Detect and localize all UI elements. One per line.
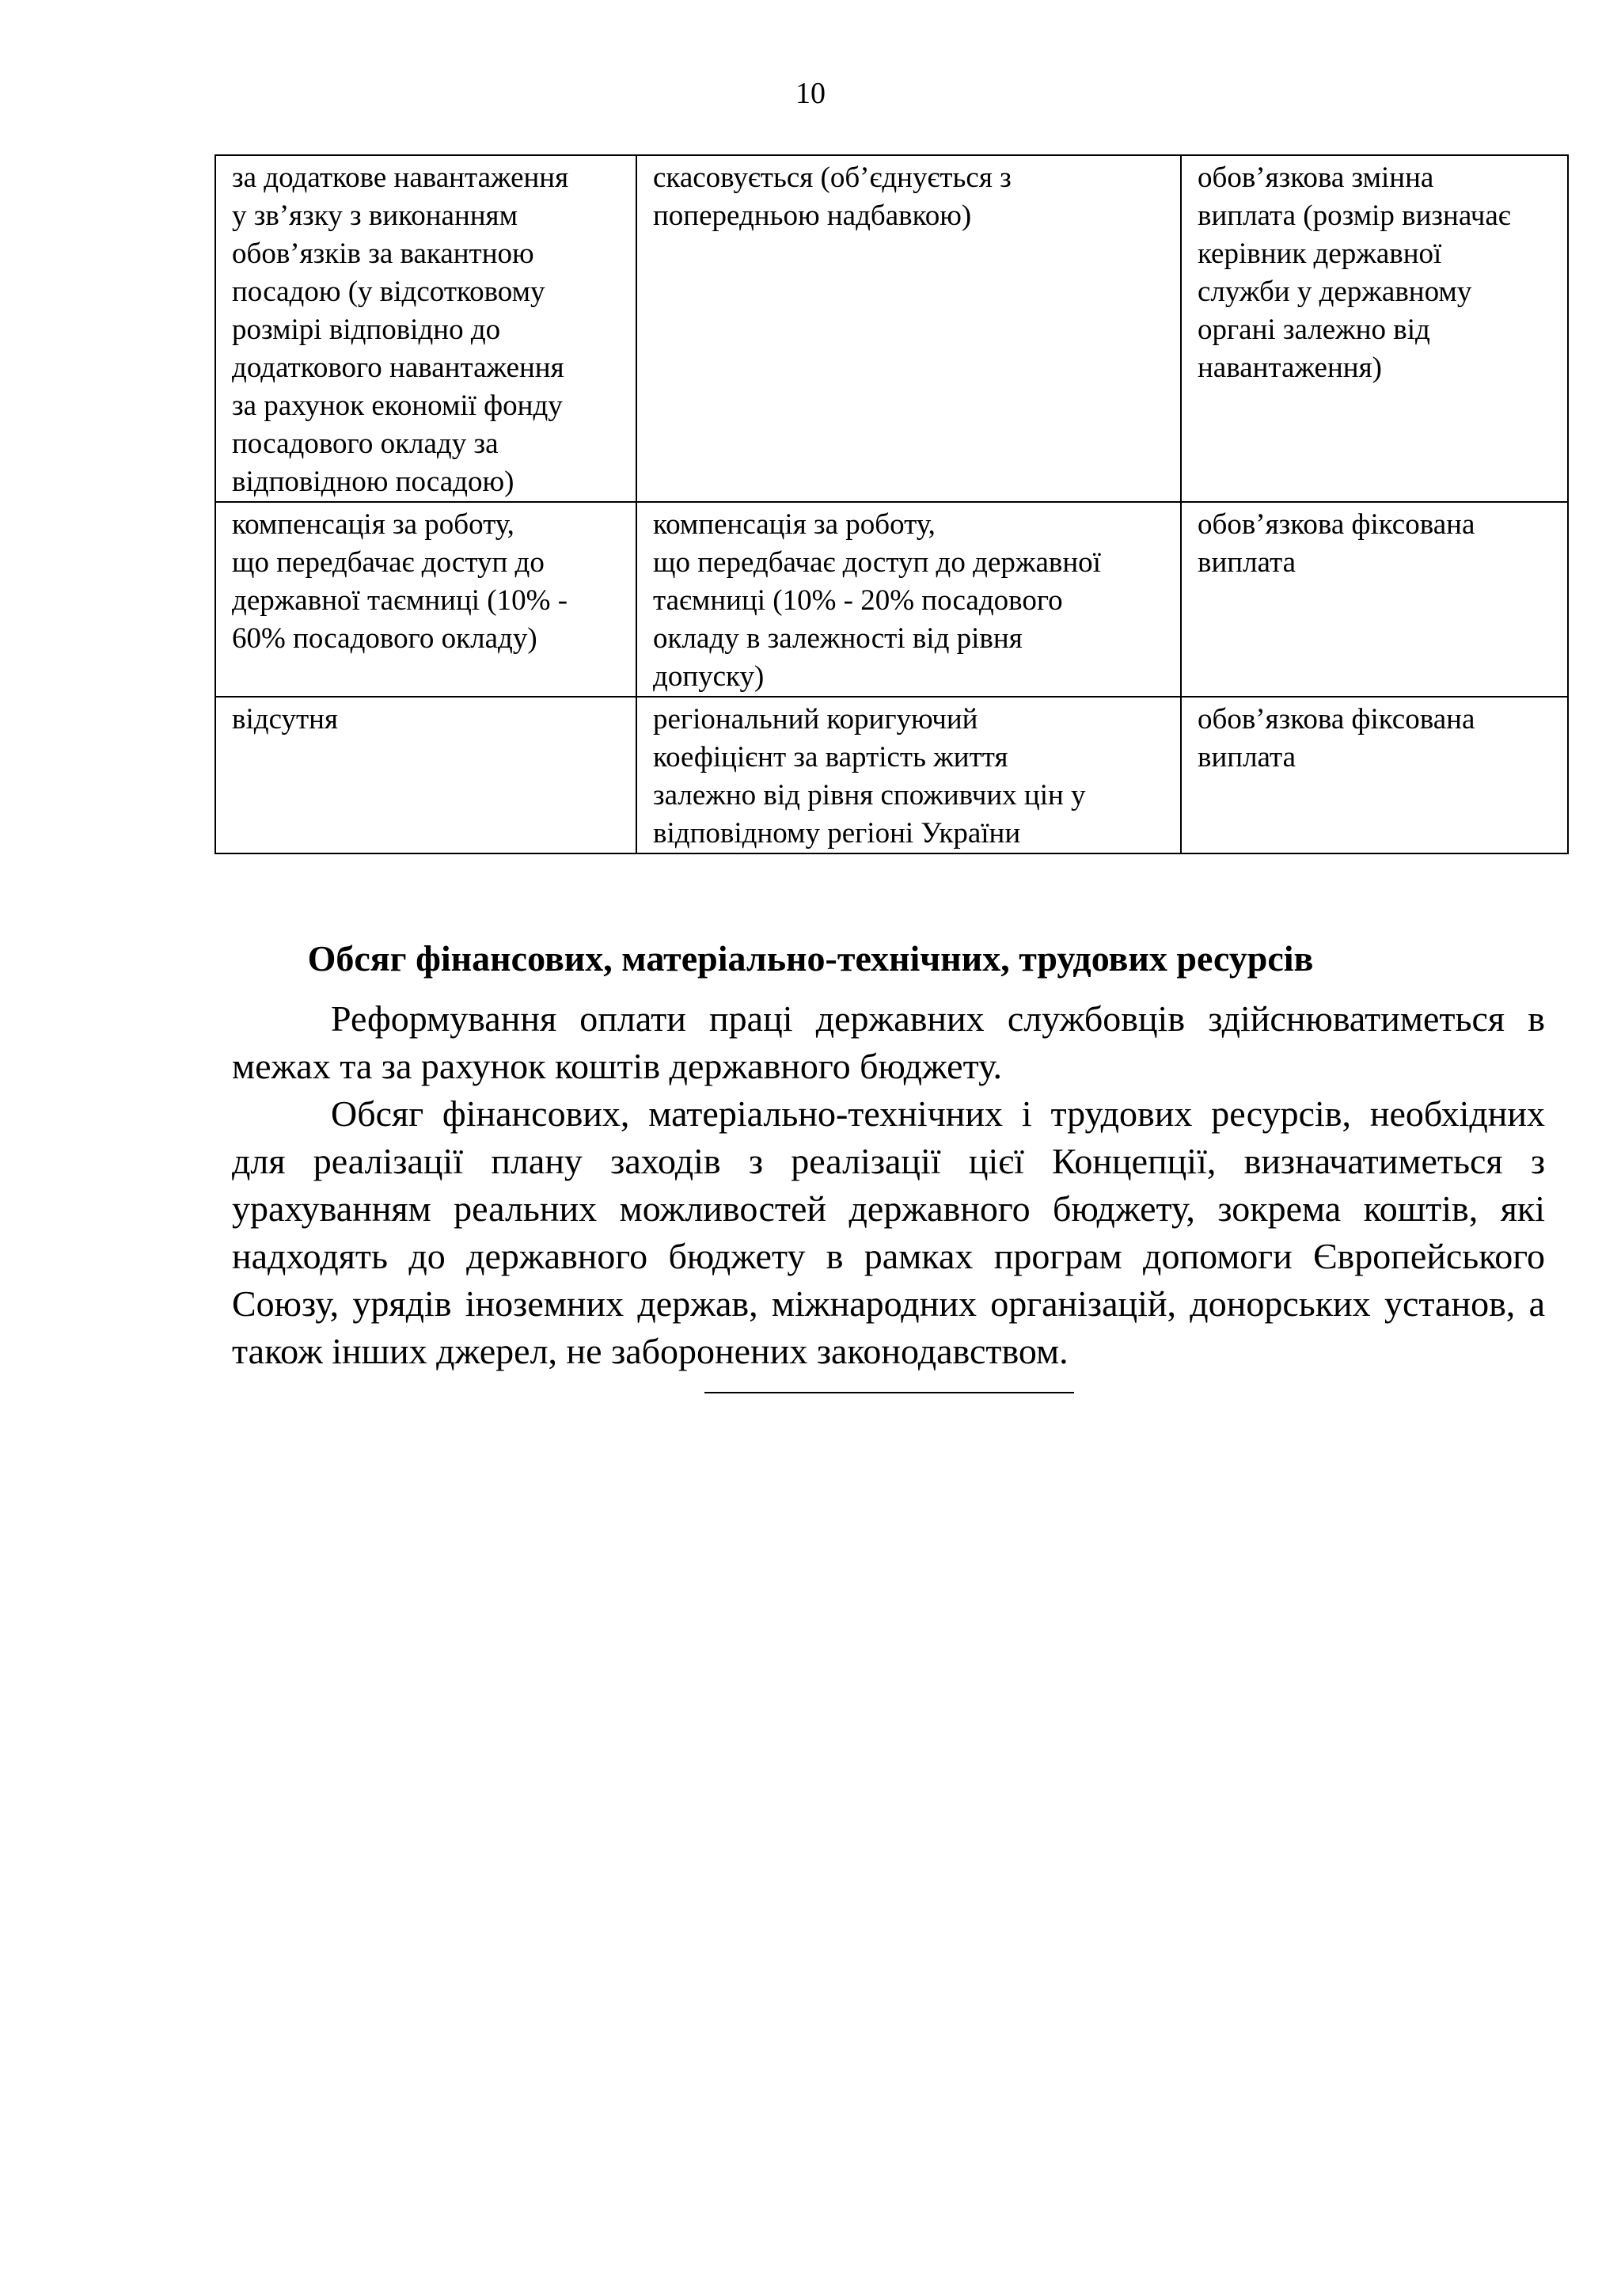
table-cell-current: компенсація за роботу, що передбачає доступ до державної таємниці (10% - 60% посадового окладу): [215, 502, 636, 697]
table-cell-status: обов’язкова фіксована виплата: [1181, 502, 1568, 697]
table-cell-proposed: регіональний коригуючий коефіцієнт за вартість життя залежно від рівня споживчих цін у відповідному регіоні України: [636, 697, 1181, 853]
table-row: [215, 697, 1568, 853]
end-divider: [704, 1392, 1074, 1393]
table-cell-current: відсутня: [215, 697, 636, 853]
body-paragraph: Реформування оплати праці державних службовців здійснюватиметься в межах та за рахунок коштів державного бюджету.: [232, 998, 1545, 1086]
table-cell-proposed: скасовується (об’єднується з попередньою надбавкою): [636, 155, 1181, 502]
section-title: Обсяг фінансових, матеріально-технічних, трудових ресурсів: [307, 938, 1314, 979]
page-number: 10: [795, 77, 826, 110]
table-cell-status: обов’язкова змінна виплата (розмір визначає керівник державної служби у державному органі залежно від навантаження): [1181, 155, 1568, 502]
comparison-table: [214, 154, 1567, 854]
table-row: [215, 502, 1568, 697]
table-row: [215, 155, 1568, 502]
section-body: [232, 995, 1545, 1375]
table-cell-status: обов’язкова фіксована виплата: [1181, 697, 1568, 853]
table-cell-proposed: компенсація за роботу, що передбачає доступ до державної таємниці (10% - 20% посадового окладу в залежності від рівня допуску): [636, 502, 1181, 697]
table-cell-current: за додаткове навантаження у зв’язку з виконанням обов’язків за вакантною посадою (у відсотковому розмірі відповідно до додаткового навантаження за рахунок економії фонду посадового окладу за відповідною посадою): [215, 155, 636, 502]
body-paragraph: Обсяг фінансових, матеріально-технічних і трудових ресурсів, необхідних для реалізації плану заходів з реалізації цієї Концепції, визначатиметься з урахуванням реальних можливостей державного бюджету, зокрема коштів, які надходять до державного бюджету в рамках програм допомоги Європейського Союзу, урядів іноземних держав, міжнародних організацій, донорських установ, а також інших джерел, не заборонених законодавством.: [232, 1093, 1545, 1371]
